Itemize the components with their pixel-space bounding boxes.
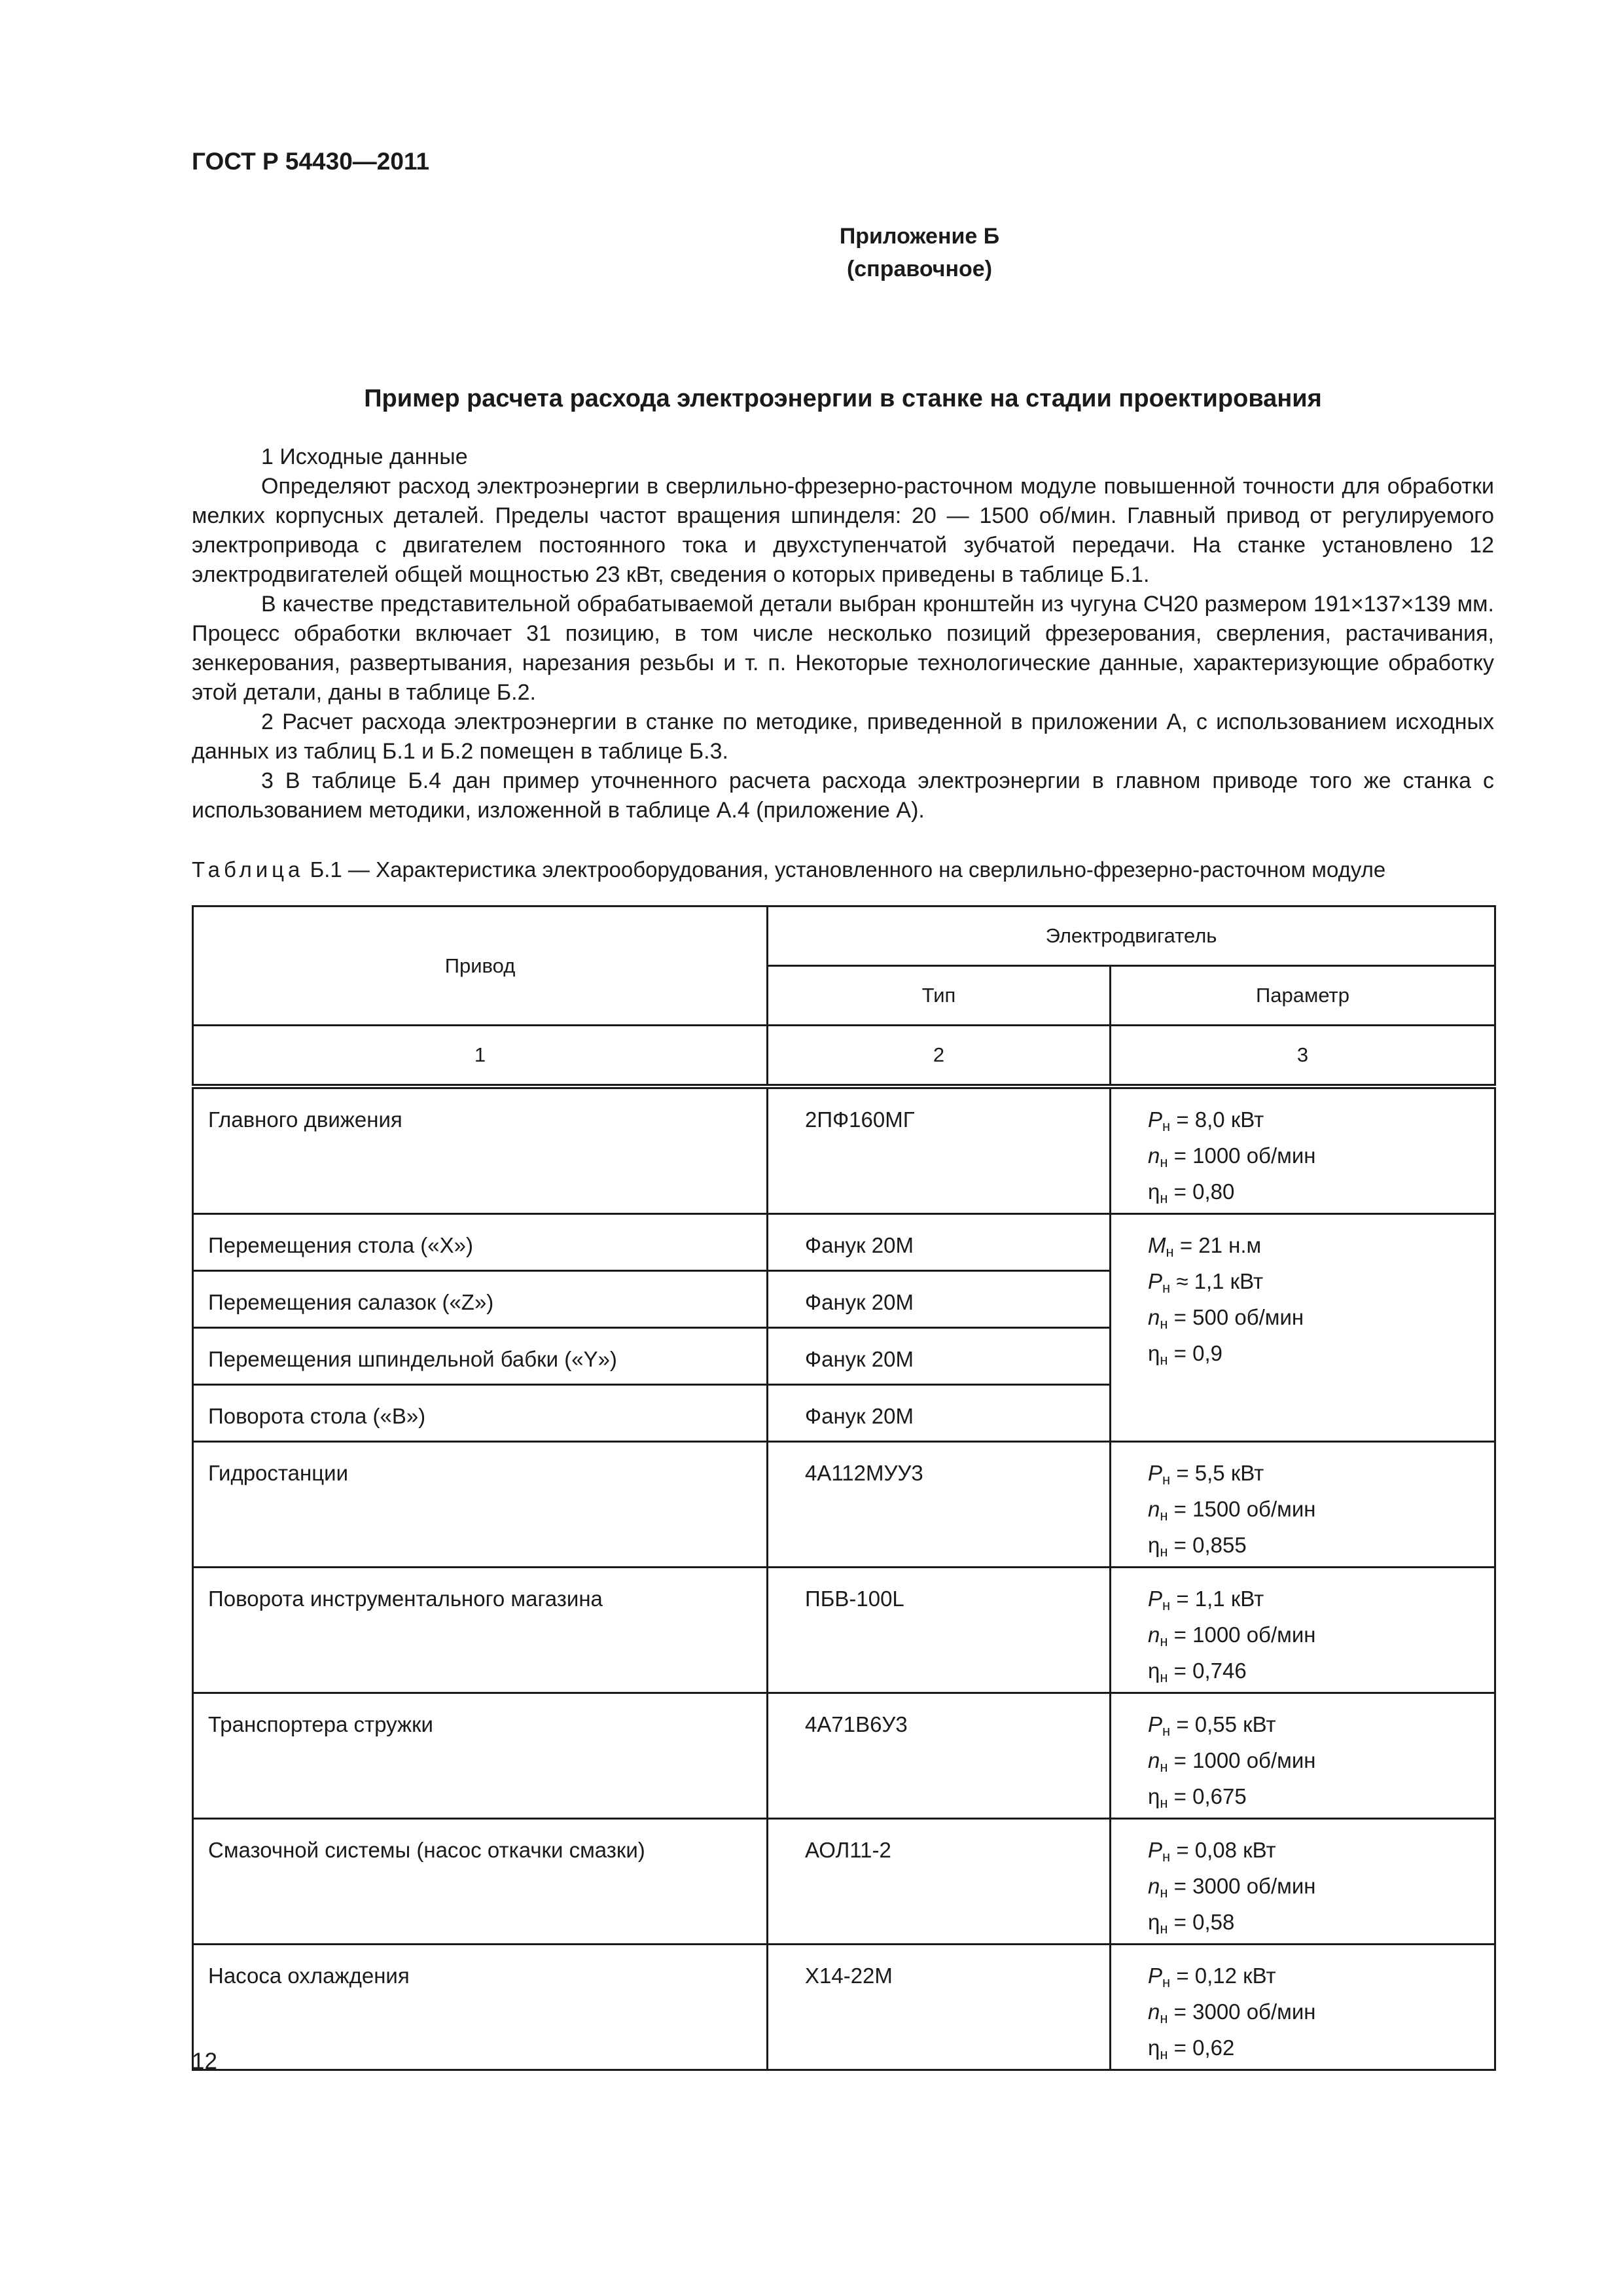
table-row	[193, 1568, 1495, 1693]
header-col-number: 3	[1111, 1026, 1495, 1087]
table-caption	[192, 857, 1494, 882]
table-row	[193, 1442, 1495, 1568]
drive-cell: Гидростанции	[208, 1461, 349, 1485]
header-type: Тип	[768, 966, 1111, 1026]
drive-cell: Главного движения	[208, 1107, 402, 1132]
table-caption-text: Б.1 — Характеристика электрооборудования, установленного на сверлильно-фрезерно-расточном модуле	[310, 857, 1386, 882]
drive-cell: Перемещения стола («X»)	[208, 1233, 473, 1257]
header-drive: Привод	[193, 906, 768, 1026]
paragraph: В качестве представительной обрабатываемой детали выбран кронштейн из чугуна СЧ20 размером 191×137×139 мм. Процесс обработки включает 31 позицию, в том числе несколько позиций фрезерования, сверления, растачивания, зенкерования, развертывания, нарезания резьбы и т. п. Некоторые технологические данные, характеризующие обработку этой детали, даны в таблице Б.2.	[192, 592, 1494, 705]
type-cell: Фанук 20М	[805, 1290, 914, 1314]
drive-cell: Поворота инструментального магазина	[208, 1587, 603, 1611]
header-param: Параметр	[1111, 966, 1495, 1026]
drive-cell: Поворота стола («B»)	[208, 1404, 426, 1428]
header-motor: Электродвигатель	[768, 906, 1495, 966]
table-row	[193, 1214, 1495, 1271]
param-cell: $P_н = 0,12$ кВт $n_н = 3000$ об/мин $\eta_н = 0,62$	[1148, 1964, 1316, 2062]
type-cell: ПБВ-100L	[805, 1587, 904, 1611]
table-row	[193, 1086, 1495, 1214]
param-cell: $P_н = 5,5$ кВт $n_н = 1500$ об/мин $\eta_н = 0,855$	[1148, 1461, 1316, 1560]
annex-title: Приложение Б	[839, 224, 1000, 249]
drive-cell: Транспортера стружки	[208, 1712, 433, 1736]
paragraph: 3 В таблице Б.4 дан пример уточненного расчета расхода электроэнергии в главном приводе того же станка с использованием методики, изложенной в таблице А.4 (приложение А).	[192, 768, 1494, 823]
drive-cell: Перемещения салазок («Z»)	[208, 1290, 494, 1314]
header-col-number: 2	[768, 1026, 1111, 1087]
table-caption-label: Таблица	[192, 857, 304, 882]
table-row	[193, 1819, 1495, 1945]
type-cell: Фанук 20М	[805, 1233, 914, 1257]
paragraph: 1 Исходные данные	[261, 444, 468, 469]
standard-header: ГОСТ Р 54430—2011	[192, 148, 430, 175]
annex-subtitle: (справочное)	[846, 257, 993, 281]
table-row	[193, 1945, 1495, 2070]
paragraph: Определяют расход электроэнергии в сверлильно-фрезерно-расточном модуле повышенной точности для обработки мелких корпусных деталей. Пределы частот вращения шпинделя: 20 — 1500 об/мин. Главный привод от регулируемого электропривода с двигателем постоянного тока и двухступенчатой зубчатой передачи. На станке установлено 12 электродвигателей общей мощностью 23 кВт, сведения о которых приведены в таблице Б.1.	[192, 474, 1494, 587]
type-cell: АОЛ11-2	[805, 1838, 891, 1862]
drive-cell: Перемещения шпиндельной бабки («Y»)	[208, 1347, 617, 1371]
param-cell: $M_н = 21$ н.м $P_н \approx 1,1$ кВт $n_н = 500$ об/мин $\eta_н = 0,9$	[1148, 1233, 1304, 1368]
param-cell: $P_н = 8,0$ кВт $n_н = 1000$ об/мин $\eta_н = 0,80$	[1148, 1107, 1316, 1206]
paragraph: 2 Расчет расхода электроэнергии в станке по методике, приведенной в приложении А, с использованием исходных данных из таблиц Б.1 и Б.2 помещен в таблице Б.3.	[192, 709, 1494, 764]
motor-table	[192, 905, 1496, 2071]
document-title: Пример расчета расхода электроэнергии в станке на стадии проектирования	[364, 385, 1322, 412]
type-cell: 2ПФ160МГ	[805, 1107, 915, 1132]
type-cell: Фанук 20М	[805, 1347, 914, 1371]
param-cell: $P_н = 0,55$ кВт $n_н = 1000$ об/мин $\eta_н = 0,675$	[1148, 1712, 1316, 1811]
type-cell: Х14-22М	[805, 1964, 893, 1988]
type-cell: Фанук 20М	[805, 1404, 914, 1428]
header-col-number: 1	[193, 1026, 768, 1087]
param-cell: $P_н = 0,08$ кВт $n_н = 3000$ об/мин $\eta_н = 0,58$	[1148, 1838, 1316, 1937]
param-cell: $P_н = 1,1$ кВт $n_н = 1000$ об/мин $\eta_н = 0,746$	[1148, 1587, 1316, 1685]
drive-cell: Смазочной системы (насос откачки смазки)	[208, 1838, 645, 1862]
table-row	[193, 1693, 1495, 1819]
body-text	[192, 442, 1494, 825]
drive-cell: Насоса охлаждения	[208, 1964, 410, 1988]
type-cell: 4А71В6У3	[805, 1712, 908, 1736]
page-number: 12	[192, 2049, 217, 2074]
type-cell: 4А112МУУ3	[805, 1461, 923, 1485]
